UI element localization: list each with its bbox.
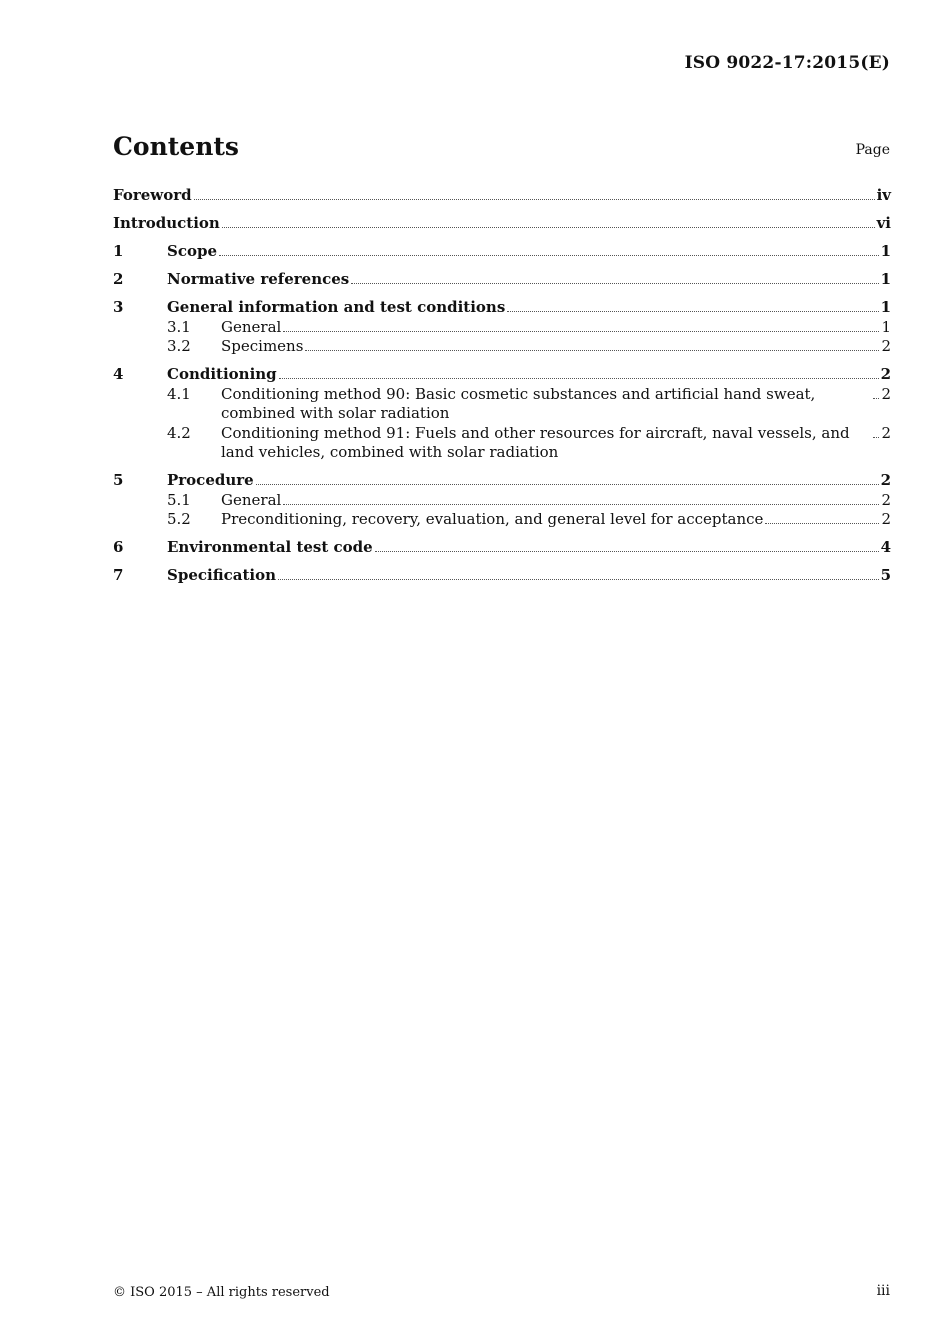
toc-entry-4-2-method-91[interactable] xyxy=(113,424,891,463)
dot-leader xyxy=(765,523,879,524)
toc-entry-number: 4.2 xyxy=(167,423,191,442)
dot-leader xyxy=(375,551,879,552)
dot-leader xyxy=(283,331,879,332)
toc-entry-number: 3.2 xyxy=(167,337,191,355)
page-number: iii xyxy=(876,1283,890,1299)
dot-leader xyxy=(305,350,879,351)
toc-entry-page: 2 xyxy=(881,490,891,509)
toc-entry-number: 6 xyxy=(113,538,124,556)
toc-entry-3-2-specimens[interactable] xyxy=(113,337,891,357)
dot-leader xyxy=(278,579,879,580)
toc-entry-normative-references[interactable] xyxy=(113,270,891,290)
toc-entry-title: Specification xyxy=(167,566,276,584)
toc-entry-number: 5.1 xyxy=(167,490,191,509)
toc-entry-environmental-test-code[interactable] xyxy=(113,538,891,558)
toc-entry-title: Preconditioning, recovery, evaluation, and general level for acceptance xyxy=(221,510,764,528)
toc-entry-title: Introduction xyxy=(113,214,220,232)
toc-entry-introduction[interactable] xyxy=(113,214,891,234)
toc-entry-title: General information and test conditions xyxy=(167,298,506,316)
toc-entry-page: 1 xyxy=(880,270,891,288)
dot-leader xyxy=(507,311,878,312)
toc-entry-number: 3.1 xyxy=(167,317,191,336)
toc-entry-page: 2 xyxy=(881,510,891,528)
toc-entry-number: 7 xyxy=(113,566,124,584)
toc-entry-title: Conditioning method 90: Basic cosmetic substances and artificial hand sweat, combined with solar radiation xyxy=(221,384,816,422)
toc-entry-title: Environmental test code xyxy=(167,538,373,556)
dot-leader xyxy=(194,199,875,200)
dot-leader xyxy=(873,398,879,399)
toc-entry-page: 2 xyxy=(881,337,891,355)
toc-entry-scope[interactable] xyxy=(113,242,891,262)
toc-entry-title: Specimens xyxy=(221,337,304,355)
toc-entry-conditioning[interactable] xyxy=(113,365,891,385)
dot-leader xyxy=(219,255,879,256)
toc-entry-page: 5 xyxy=(880,566,891,584)
page-column-label: Page xyxy=(855,142,890,158)
toc-entry-number: 5 xyxy=(113,471,124,489)
toc-entry-general-information[interactable] xyxy=(113,298,891,318)
document-code: ISO 9022-17:2015(E) xyxy=(684,53,890,73)
dot-leader xyxy=(283,504,879,505)
toc-entry-title: Procedure xyxy=(167,471,254,489)
toc-entry-5-2-preconditioning[interactable] xyxy=(113,510,891,530)
toc-entry-page: 4 xyxy=(880,538,891,556)
toc-entry-page: 2 xyxy=(881,384,891,403)
toc-entry-title: Conditioning method 91: Fuels and other resources for aircraft, naval vessels, and land vehicles, combined with solar radiation xyxy=(221,423,850,461)
toc-entry-4-1-method-90[interactable] xyxy=(113,385,891,424)
toc-entry-specification[interactable] xyxy=(113,566,891,586)
toc-entry-number: 4 xyxy=(113,365,124,383)
toc-entry-number: 5.2 xyxy=(167,510,191,528)
toc-entry-page: 2 xyxy=(880,365,891,383)
toc-entry-number: 1 xyxy=(113,242,124,260)
toc-entry-title: Normative references xyxy=(167,270,350,288)
toc-entry-page: iv xyxy=(876,186,891,204)
toc-entry-number: 2 xyxy=(113,270,124,288)
toc-entry-number: 4.1 xyxy=(167,384,191,403)
toc-entry-title: Foreword xyxy=(113,186,192,204)
dot-leader xyxy=(222,227,875,228)
toc-entry-3-1-general[interactable] xyxy=(113,318,891,338)
dot-leader xyxy=(256,484,879,485)
table-of-contents xyxy=(113,186,891,586)
toc-entry-page: 1 xyxy=(880,298,891,316)
toc-entry-page: vi xyxy=(876,214,891,232)
dot-leader xyxy=(351,283,878,284)
copyright-notice: © ISO 2015 – All rights reserved xyxy=(113,1285,330,1300)
toc-entry-page: 1 xyxy=(881,317,891,336)
toc-entry-title: General xyxy=(221,490,282,509)
toc-entry-page: 2 xyxy=(880,471,891,489)
toc-entry-foreword[interactable] xyxy=(113,186,891,206)
toc-entry-title: General xyxy=(221,317,282,336)
dot-leader xyxy=(873,437,879,438)
toc-entry-page: 1 xyxy=(880,242,891,260)
toc-entry-procedure[interactable] xyxy=(113,471,891,491)
toc-entry-title: Scope xyxy=(167,242,218,260)
toc-entry-number: 3 xyxy=(113,298,124,316)
toc-entry-5-1-general[interactable] xyxy=(113,491,891,511)
contents-title: Contents xyxy=(113,132,240,161)
dot-leader xyxy=(279,378,879,379)
toc-entry-title: Conditioning xyxy=(167,365,277,383)
toc-entry-page: 2 xyxy=(881,423,891,442)
